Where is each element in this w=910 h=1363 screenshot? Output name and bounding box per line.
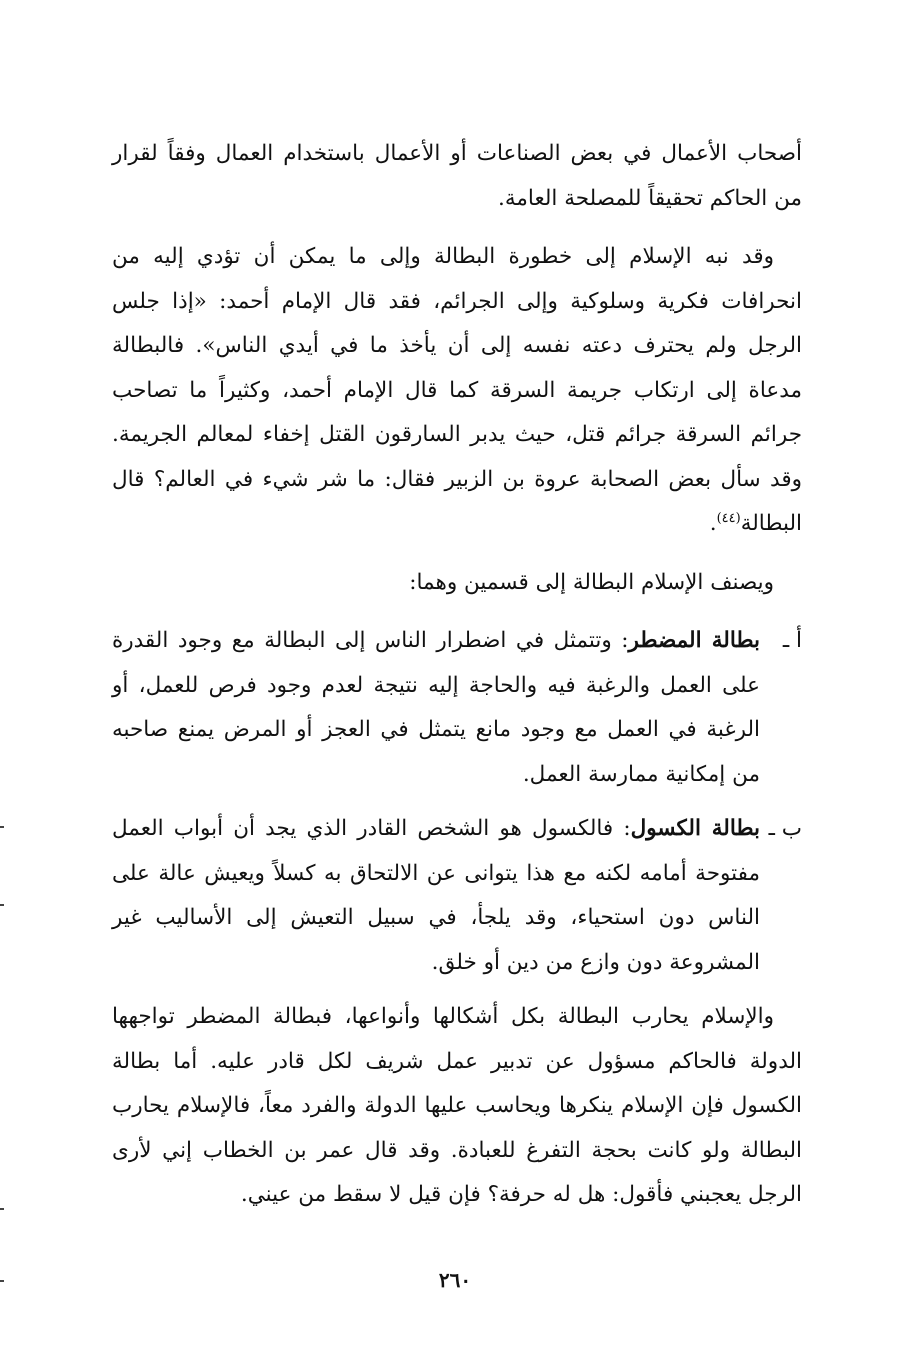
closing-paragraph: والإسلام يحارب البطالة بكل أشكالها وأنواعها، فبطالة المضطر تواجهها الدولة فالحاكم مسؤول عن تدبير عمل شريف لكل قادر عليه. أما بطالة الكسول فإن الإسلام ينكرها ويحاسب عليها الدولة والفرد معاً، فالإسلام يحارب البطالة ولو كانت بحجة التفرغ للعبادة. وقد قال عمر بن الخطاب إني لأرى الرجل يعجبني فأقول: هل له حرفة؟ فإن قيل لا سقط من عيني. (112, 1004, 802, 1207)
margin-mark (0, 826, 4, 828)
list-item-b (112, 807, 802, 985)
paragraph-1: أصحاب الأعمال في بعض الصناعات أو الأعمال باستخدام العمال وفقاً لقرار من الحاكم تحقيقاً للمصلحة العامة. (112, 141, 802, 211)
list-item-a (112, 619, 802, 797)
list-title-b: بطالة الكسول (630, 816, 760, 841)
footnote-reference[interactable]: (٤٤) (716, 510, 741, 526)
list-text-b: : فالكسول هو الشخص القادر الذي يجد أن أبواب العمل مفتوحة أمامه لكنه مع هذا يتوانى عن الالتحاق به كسلاً ويعيش عالة على الناس دون استحياء، وقد يلجأ، في سبيل التعيش إلى الأساليب غير المشروعة دون وازع من دين أو خلق. (112, 816, 760, 975)
list-text-a: : وتتمثل في اضطرار الناس إلى البطالة مع وجود القدرة على العمل والرغبة فيه والحاجة إليه نتيجة لعدم وجود فرص للعمل، أو الرغبة في العمل مع وجود مانع يتمثل في العجز أو المرض يمنع صاحبه من إمكانية ممارسة العمل. (112, 628, 760, 787)
page-number: ٢٦٠ (438, 1268, 472, 1292)
list-marker-a: أ ـ (782, 628, 802, 653)
margin-mark (0, 904, 4, 906)
paragraph-2-end: . (709, 511, 717, 536)
paragraph-3: ويصنف الإسلام البطالة إلى قسمين وهما: (409, 569, 774, 595)
list-marker-b: ب ـ (768, 816, 802, 841)
paragraph-2 (112, 235, 802, 547)
paragraph-2-text: وقد نبه الإسلام إلى خطورة البطالة وإلى ما يمكن أن تؤدي إليه من انحرافات فكرية وسلوكية وإلى الجرائم، فقد قال الإمام أحمد: «إذا جلس الرجل ولم يحترف دعته نفسه إلى أن يأخذ ما في أيدي الناس». فالبطالة مدعاة إلى ارتكاب جريمة السرقة كما قال الإمام أحمد، وكثيراً ما تصاحب جرائم السرقة جرائم قتل، حيث يدبر السارقون القتل إخفاء لمعالم الجريمة. وقد سأل بعض الصحابة عروة بن الزبير فقال: ما شر شيء في العالم؟ قال البطالة (112, 244, 802, 536)
margin-mark (0, 1208, 4, 1210)
margin-mark (0, 1280, 4, 1282)
list-title-a: بطالة المضطر (628, 628, 760, 653)
page-body (112, 132, 802, 1232)
